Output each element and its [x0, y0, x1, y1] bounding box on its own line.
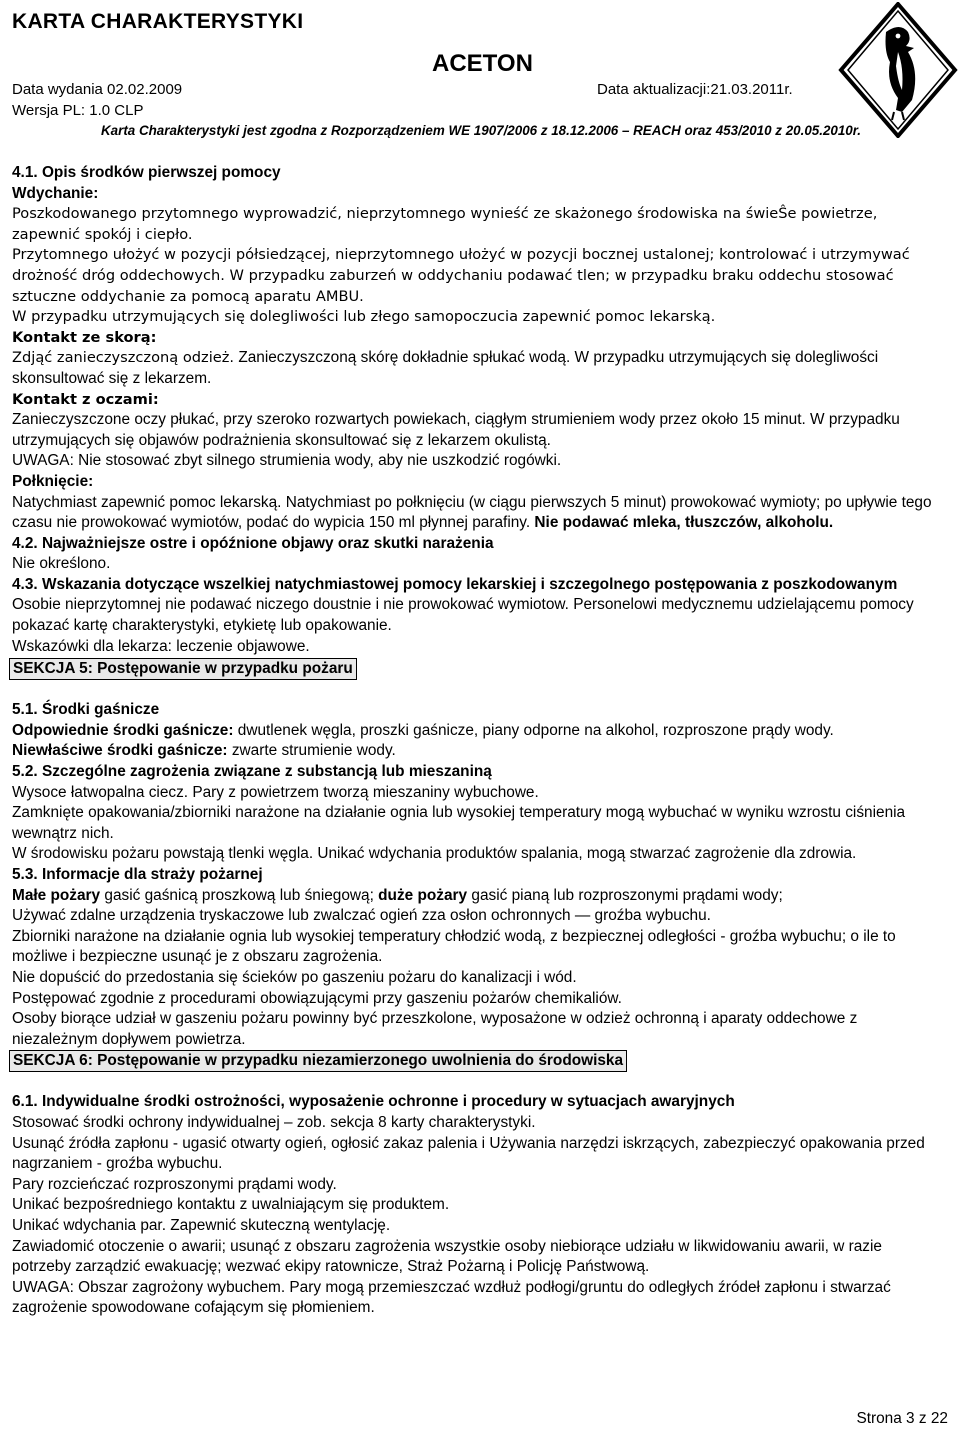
ingestion-text — [12, 493, 942, 534]
unsuitable-media — [12, 741, 942, 762]
label-skin-contact: Kontakt ze skorą: — [12, 328, 157, 346]
eye-text-1: Zanieczyszczone oczy płukać, przy szeroko rozwartych powiekach, ciągłym strumieniem wody przez około 15 minut. W przypadku utrzymujących się objawów podrażnienia skonsultować się z lekarzem okulistą. — [12, 411, 900, 449]
heading-4-1: 4.1. Opis środków pierwszej pomocy — [12, 164, 281, 181]
label-inhalation: Wdychanie: — [12, 184, 99, 202]
version: Wersja PL: 1.0 CLP — [12, 102, 144, 119]
unsuitable-media-label: Niewłaściwe środki gaśnicze: — [12, 742, 228, 760]
text-5-3-2: Używać zdalne urządzenia tryskaczowe lub zwalczać ogień zza osłon ochronnych — groźba wybuchu. — [12, 907, 711, 925]
unsuitable-media-text: zwarte strumienie wody. — [227, 742, 396, 760]
inhalation-text-2 — [12, 245, 942, 307]
page-number: Strona 3 z 22 — [856, 1410, 948, 1427]
label-eye-contact: Kontakt z oczami: — [12, 390, 159, 408]
large-fires-label: duże pożary — [378, 886, 468, 904]
skin-text-a: Zdjąć zanieczyszczoną odzież. — [12, 349, 235, 367]
text-4-3-1: Osobie nieprzytomnej nie podawać niczego doustnie i nie prowokować wymiotow. Personelowi medycznemu udzielającemu pomocy pokazać kartę charakterystyki, etykietę lub opakowanie. — [12, 596, 914, 635]
suitable-media-label: Odpowiednie środki gaśnicze: — [12, 721, 234, 739]
suitable-media — [12, 721, 942, 742]
text-6-1-6: Zawiadomić otoczenie o awarii; usunąć z obszaru zagrożenia wszystkie osoby niebiorące udziału w likwidowaniu awarii, w razie potrzeby zarządzić ewakuację; wezwać ekipy ratownicze, Straż Pożarną i Policję Państwową. — [12, 1237, 882, 1276]
inhalation-text-3: W przypadku utrzymujących się dolegliwości lub złego samopoczucia zapewnić pomoc lekarską. — [12, 308, 716, 326]
text-6-1-5: Unikać wdychania par. Zapewnić skuteczną wentylację. — [12, 1216, 391, 1234]
heading-4-3: 4.3. Wskazania dotyczące wszelkiej natychmiastowej pomocy lekarskiej i szczegolnego postępowania z poszkodowanym — [12, 575, 898, 593]
text-5-2-3: W środowisku pożaru powstają tlenki węgla. Unikać wdychania produktów spalania, mogą stwarzać zagrożenie dla zdrowia. — [12, 845, 857, 863]
bird-diamond-logo-icon — [838, 2, 958, 138]
text-5-2-2: Zamknięte opakowania/zbiorniki narażone na działanie ognia lub wysokiej temperatury mogą wybuchać w wyniku wzrostu ciśnienia wewnątrz nich. — [12, 804, 906, 842]
large-fires-text: gasić pianą lub rozproszonymi prądami wody; — [467, 886, 783, 904]
skin-text-b: Zanieczyszczoną skórę dokładnie spłukać wodą. W przypadku utrzymujących się dolegliwości skonsultować się z lekarzem. — [12, 349, 879, 387]
inhalation-text-2a: Przytomnego ułożyć w pozycji półsiedzącej, nieprzytomnego ułożyć w pozycji bocznej ustalonej; kontrolować i utrzymywać drożność dróg oddechowych. — [12, 246, 910, 284]
inhalation-text-2b: W przypadku zaburzeń w oddychaniu podawać tlen; w przypadku braku oddechu stosować sztuczne oddychanie za pomocą aparatu AMBU. — [12, 266, 894, 305]
ingestion-text-a: Natychmiast zapewnić pomoc lekarską. Natychmiast po połknięciu (w ciągu pierwszych 5 minut) prowokować wymioty; po upływie tego czasu nie prowokować wymiotów, podać do wypicia 150 ml płynnej parafiny. — [12, 493, 932, 532]
document-body — [12, 163, 942, 1319]
text-4-2: Nie określono. — [12, 555, 111, 573]
text-5-3-4: Nie dopuścić do przedostania się ścieków po gaszeniu pożaru do kanalizacji i wód. — [12, 968, 577, 986]
text-6-1-7: UWAGA: Obszar zagrożony wybuchem. Pary mogą przemieszczać wzdłuż podłogi/gruntu do odległych źródeł zapłonu i stwarzać zagrożenie spowodowane cofającym się płomieniem. — [12, 1278, 891, 1317]
ingestion-warning: Nie podawać mleka, tłuszczów, alkoholu. — [534, 514, 834, 532]
text-4-3-2: Wskazówki dla lekarza: leczenie objawowe. — [12, 637, 310, 655]
text-5-3-3: Zbiorniki narażone na działanie ognia lub wysokiej temperatury chłodzić wodą, z bezpiecznej odległości - groźba wybuchu; o ile to możliwe i bezpieczne usunąć je z obszaru zagrożenia. — [12, 927, 896, 966]
small-fires-text: gasić gaśnicą proszkową lub śniegową; — [100, 886, 379, 904]
inhalation-text-1: Poszkodowanego przytomnego wyprowadzić, nieprzytomnego wynieść ze skażonego środowiska na świeŜe powietrze, zapewnić spokój i ciepło. — [12, 205, 878, 243]
suitable-media-text: dwutlenek węgla, proszki gaśnicze, piany odporne na alkohol, rozproszone prądy wody. — [233, 721, 834, 739]
heading-5-2: 5.2. Szczególne zagrożenia związane z substancją lub mieszaniną — [12, 763, 492, 781]
product-name: ACETON — [432, 50, 533, 77]
small-fires-label: Małe pożary — [12, 886, 101, 904]
heading-4-2: 4.2. Najważniejsze ostre i opóźnione objawy oraz skutki narażenia — [12, 534, 494, 552]
section-6-title: SEKCJA 6: Postępowanie w przypadku niezamierzonego uwolnienia do środowiska — [9, 1050, 627, 1072]
heading-5-1: 5.1. Środki gaśnicze — [12, 701, 160, 719]
label-ingestion: Połknięcie: — [12, 472, 94, 490]
text-6-1-3: Pary rozcieńczać rozproszonymi prądami wody. — [12, 1175, 337, 1193]
update-date: Data aktualizacji:21.03.2011r. — [597, 81, 793, 98]
text-5-2-1: Wysoce łatwopalna ciecz. Pary z powietrzem tworzą mieszaniny wybuchowe. — [12, 783, 539, 801]
text-5-3-6: Osoby biorące udział w gaszeniu pożaru powinny być przeszkolone, wyposażone w odzież ochronną i aparaty oddechowe z niezależnym dopływem powietrza. — [12, 1010, 858, 1048]
text-6-1-2: Usunąć źródła zapłonu - ugasić otwarty ogień, ogłosić zakaz palenia i Używania narzędzi iskrzących, zabezpieczyć opakowania przed nagrzaniem - groźba wybuchu. — [12, 1134, 925, 1173]
text-5-3-1 — [12, 886, 942, 907]
heading-5-3: 5.3. Informacje dla straży pożarnej — [12, 866, 263, 883]
text-6-1-4: Unikać bezpośredniego kontaktu z uwalniającym się produktem. — [12, 1196, 450, 1214]
section-5-title: SEKCJA 5: Postępowanie w przypadku pożaru — [9, 658, 357, 680]
eye-text-2: UWAGA: Nie stosować zbyt silnego strumienia wody, aby nie uszkodzić rogówki. — [12, 452, 562, 470]
heading-6-1: 6.1. Indywidualne środki ostrożności, wyposażenie ochronne i procedury w sytuacjach awaryjnych — [12, 1093, 735, 1111]
text-6-1-1: Stosować środki ochrony indywidualnej – zob. sekcja 8 karty charakterystyki. — [12, 1113, 536, 1131]
issue-date: Data wydania 02.02.2009 — [12, 81, 183, 98]
skin-text — [12, 348, 942, 389]
doc-title: KARTA CHARAKTERYSTYKI — [12, 10, 304, 33]
text-5-3-5: Postępować zgodnie z procedurami obowiązującymi przy gaszeniu pożarów chemikaliów. — [12, 989, 622, 1007]
compliance-note: Karta Charakterystyki jest zgodna z Rozporządzeniem WE 1907/2006 z 18.12.2006 – REACH oraz 453/2010 z 20.05.2010r. — [101, 123, 861, 138]
